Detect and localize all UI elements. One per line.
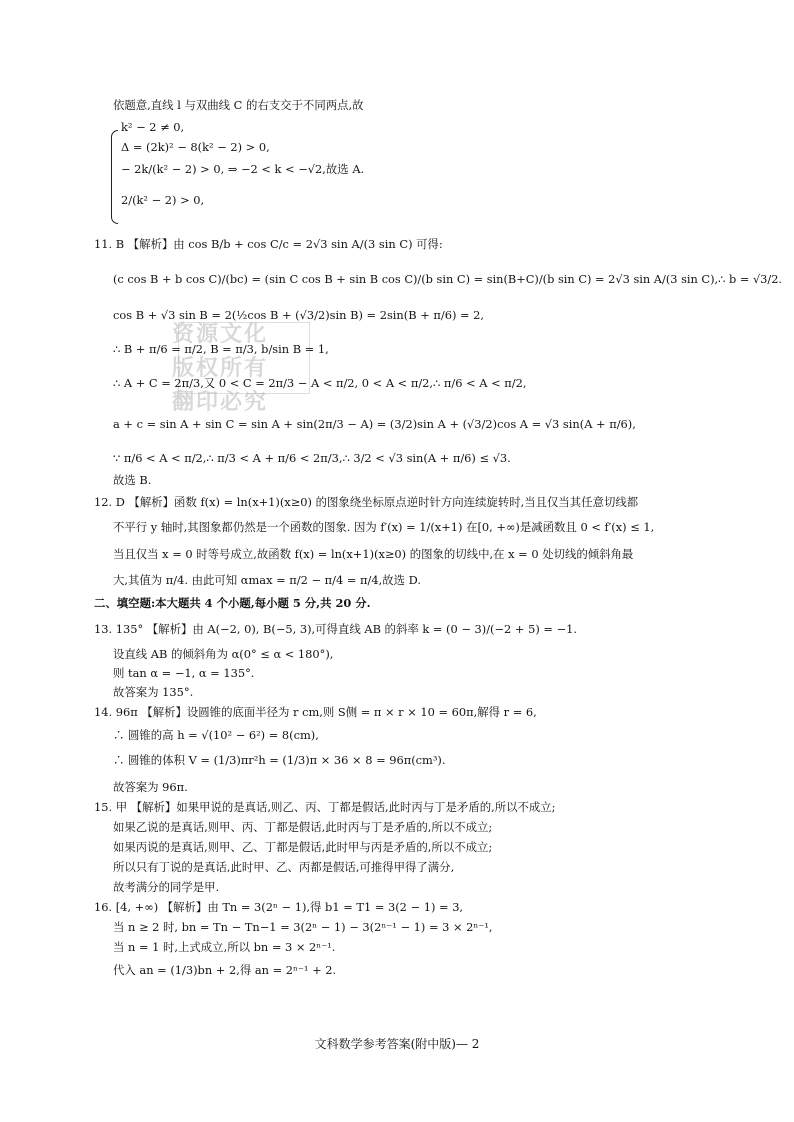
text-line: 故选 B. [113,473,152,487]
text-line: 所以只有丁说的是真话,此时甲、乙、丙都是假话,可推得甲得了满分, [113,860,455,874]
text-line: k² − 2 ≠ 0, [121,120,185,134]
text-line: 2/(k² − 2) > 0, [121,193,205,207]
text-line: 11. B 【解析】由 cos B/b + cos C/c = 2√3 sin A/(3 sin C) 可得: [94,237,443,251]
text-line: 12. D 【解析】函数 f(x) = ln(x+1)(x≥0) 的图象绕坐标原点逆时针方向连续旋转时,当且仅当其任意切线都 [94,495,639,509]
text-line: 故答案为 96π. [113,780,188,794]
text-line: 当 n = 1 时,上式成立,所以 bn = 3 × 2ⁿ⁻¹. [113,940,336,954]
text-line: ∴ A + C = 2π/3,又 0 < C = 2π/3 − A < π/2, 0 < A < π/2,∴ π/6 < A < π/2, [113,376,527,390]
watermark-line: 资源文化 [172,322,269,347]
text-line: 如果丙说的是真话,则甲、乙、丁都是假话,此时甲与丙是矛盾的,所以不成立; [113,840,493,854]
text-line: 代入 an = (1/3)bn + 2,得 an = 2ⁿ⁻¹ + 2. [113,963,337,977]
text-line: ∴ 圆锥的高 h = √(10² − 6²) = 8(cm), [113,728,319,742]
text-line: (c cos B + b cos C)/(bc) = (sin C cos B + sin B cos C)/(b sin C) = sin(B+C)/(b sin C) = 2√3 sin A/(3 sin C),∴ b = √3/2. [113,272,783,286]
text-line: ∵ π/6 < A < π/2,∴ π/3 < A + π/6 < 2π/3,∴ 3/2 < √3 sin(A + π/6) ≤ √3. [113,451,511,465]
text-line: 15. 甲 【解析】如果甲说的是真话,则乙、丙、丁都是假话,此时丙与丁是矛盾的,所以不成立; [94,800,556,814]
text-line: 设直线 AB 的倾斜角为 α(0° ≤ α < 180°), [113,647,334,661]
text-line: 13. 135° 【解析】由 A(−2, 0), B(−5, 3),可得直线 AB 的斜率 k = (0 − 3)/(−2 + 5) = −1. [94,622,577,636]
text-line: − 2k/(k² − 2) > 0, ⇒ −2 < k < −√2,故选 A. [121,162,365,176]
text-line: 14. 96π 【解析】设圆锥的底面半径为 r cm,则 S侧 = π × r × 10 = 60π,解得 r = 6, [94,705,537,719]
watermark-line: 翻印必究 [172,390,269,415]
text-line: 如果乙说的是真话,则甲、丙、丁都是假话,此时丙与丁是矛盾的,所以不成立; [113,820,493,834]
text-line: 大,其值为 π/4. 由此可知 αmax = π/2 − π/4 = π/4,故选 D. [113,573,421,587]
system-brace [111,130,118,224]
text-line: ∴ B + π/6 = π/2, B = π/3, b/sin B = 1, [113,342,329,356]
text-line: 依题意,直线 l 与双曲线 C 的右支交于不同两点,故 [113,98,364,112]
text-line: 当且仅当 x = 0 时等号成立,故函数 f(x) = ln(x+1)(x≥0) 的图象的切线中,在 x = 0 处切线的倾斜角最 [113,547,634,561]
text-line: cos B + √3 sin B = 2(½cos B + (√3/2)sin B) = 2sin(B + π/6) = 2, [113,308,485,322]
text-line: 则 tan α = −1, α = 135°. [113,666,255,680]
text-line: 不平行 y 轴时,其图象都仍然是一个函数的图象. 因为 f′(x) = 1/(x+1) 在[0, +∞)是减函数且 0 < f′(x) ≤ 1, [113,520,655,534]
text-line: 故考满分的同学是甲. [113,880,220,894]
text-line: Δ = (2k)² − 8(k² − 2) > 0, [121,140,270,154]
text-line: 当 n ≥ 2 时, bn = Tn − Tn−1 = 3(2ⁿ − 1) − 3(2ⁿ⁻¹ − 1) = 3 × 2ⁿ⁻¹, [113,920,493,934]
text-line: a + c = sin A + sin C = sin A + sin(2π/3 − A) = (3/2)sin A + (√3/2)cos A = √3 sin(A + π/6), [113,417,636,431]
text-line: 二、填空题:本大题共 4 个小题,每小题 5 分,共 20 分. [94,596,371,610]
watermark-line: 版权所有 [172,356,269,381]
page-footer: 文科数学参考答案(附中版)— 2 [314,1037,480,1051]
text-line: 故答案为 135°. [113,685,194,699]
text-line: 16. [4, +∞) 【解析】由 Tn = 3(2ⁿ − 1),得 b1 = T1 = 3(2 − 1) = 3, [94,900,464,914]
text-line: ∴ 圆锥的体积 V = (1/3)πr²h = (1/3)π × 36 × 8 = 96π(cm³). [113,753,446,767]
